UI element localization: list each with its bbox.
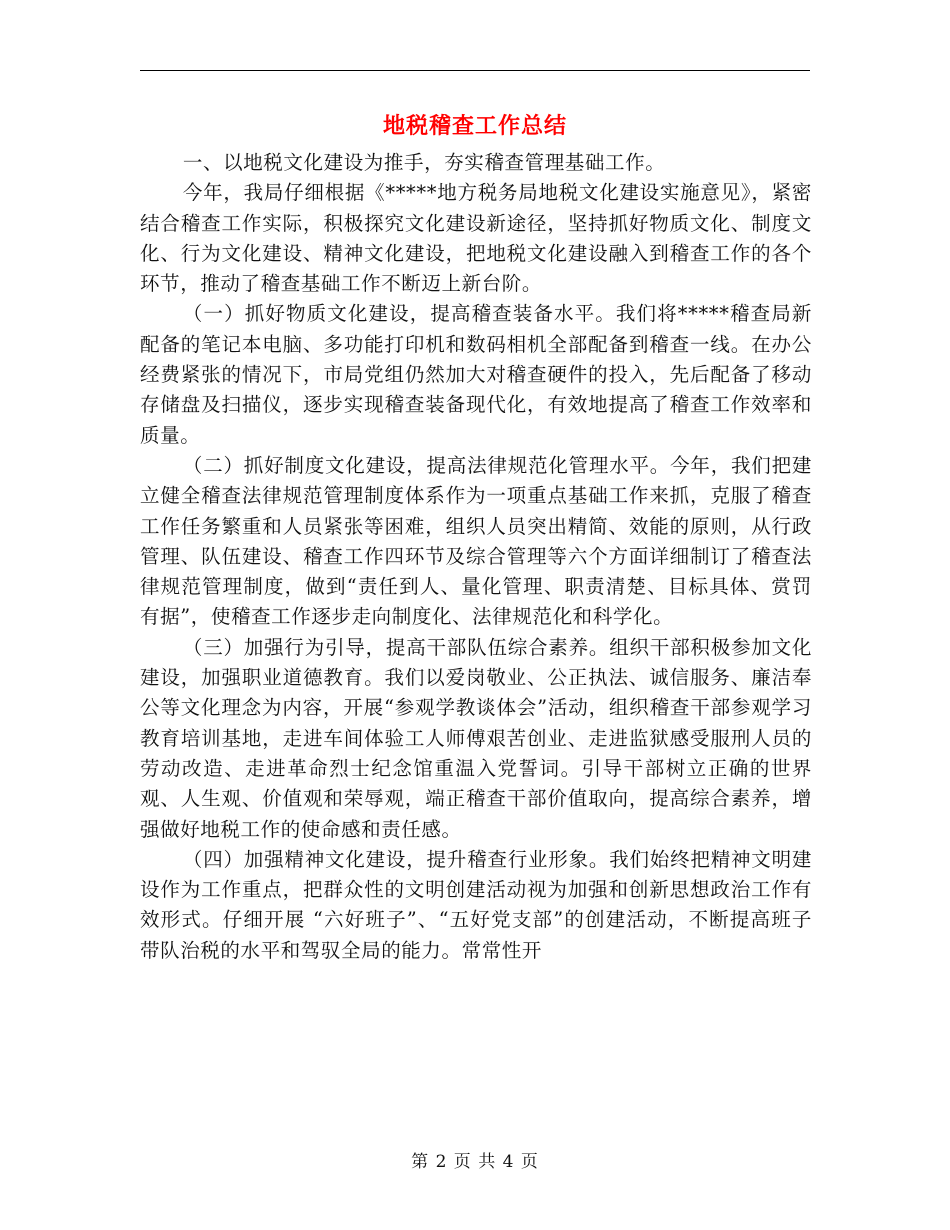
paragraph-institutional-culture: （二）抓好制度文化建设，提高法律规范化管理水平。今年，我们把建立健全稽查法律规范管理制度体系作为一项重点基础工作来抓，克服了稽查工作任务繁重和人员紧张等困难，组织人员突出精简、效能的原则，从行政管理、队伍建设、稽查工作四环节及综合管理等六个方面详细制订了稽查法律规范管理制度，做到“责任到人、量化管理、职责清楚、目标具体、赏罚有据”，使稽查工作逐步走向制度化、法律规范化和科学化。	[140, 453, 812, 629]
paragraph-behavior-guidance: （三）加强行为引导，提高干部队伍综合素养。组织干部积极参加文化建设，加强职业道德教育。我们以爱岗敬业、公正执法、诚信服务、廉洁奉公等文化理念为内容，开展“参观学教谈体会”活动，组织稽查干部参观学习教育培训基地，走进车间体验工人师傅艰苦创业、走进监狱感受服刑人员的劳动改造、走进革命烈士纪念馆重温入党誓词。引导干部树立正确的世界观、人生观、价值观和荣辱观，端正稽查干部价值取向，提高综合素养，增强做好地税工作的使命感和责任感。	[140, 635, 812, 841]
document-body	[140, 148, 812, 966]
paragraph-material-culture: （一）抓好物质文化建设，提高稽查装备水平。我们将*****稽查局新配备的笔记本电脑、多功能打印机和数码相机全部配备到稽查一线。在办公经费紧张的情况下，市局党组仍然加大对稽查硬件的投入，先后配备了移动存储盘及扫描仪，逐步实现稽查装备现代化，有效地提高了稽查工作效率和质量。	[140, 302, 812, 447]
paragraph-intro: 今年，我局仔细根据《*****地方税务局地税文化建设实施意见》，紧密结合稽查工作实际，积极探究文化建设新途径，坚持抓好物质文化、制度文化、行为文化建设、精神文化建设，把地税文化建设融入到稽查工作的各个环节，推动了稽查基础工作不断迈上新台阶。	[140, 181, 812, 296]
paragraph-spiritual-culture: （四）加强精神文化建设，提升稽查行业形象。我们始终把精神文明建设作为工作重点，把群众性的文明创建活动视为加强和创新思想政治工作有效形式。仔细开展 “六好班子”、“五好党支部”的创建活动，不断提高班子带队治税的水平和驾驭全局的能力。常常性开	[140, 847, 812, 962]
page-number-footer: 第 2 页 共 4 页	[411, 1152, 539, 1172]
section-heading: 一、以地税文化建设为推手，夯实稽查管理基础工作。	[182, 151, 666, 174]
header-rule	[140, 70, 810, 71]
document-title: 地税稽查工作总结	[382, 113, 567, 139]
